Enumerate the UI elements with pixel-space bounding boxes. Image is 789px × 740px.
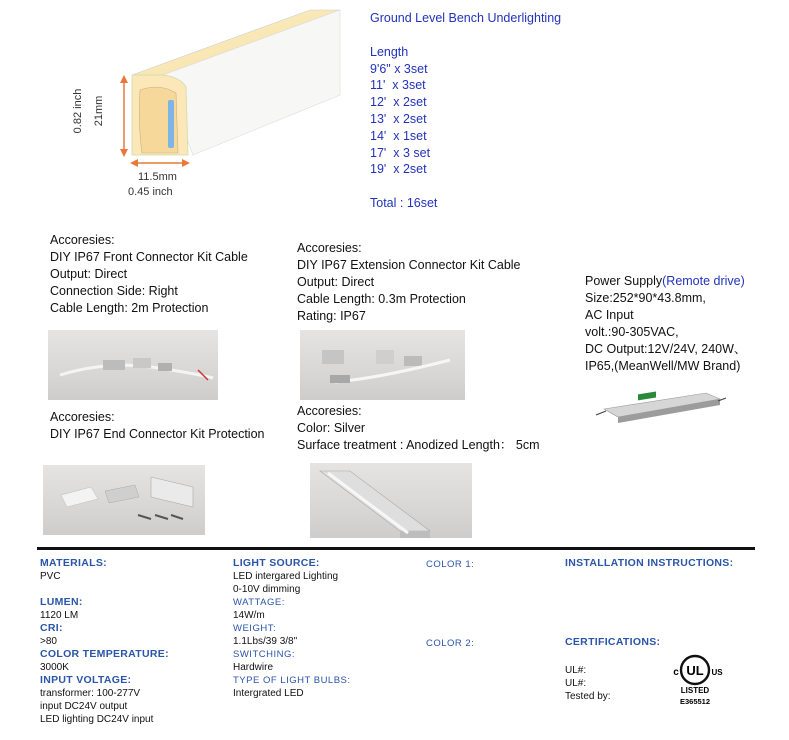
acc-line: DIY IP67 Front Connector Kit Cable	[50, 250, 248, 264]
channel-photo	[310, 463, 472, 538]
power-label: Power Supply	[585, 274, 663, 288]
installation-heading: INSTALLATION INSTRUCTIONS:	[565, 557, 734, 569]
materials-value: PVC	[40, 571, 61, 582]
input-voltage-value: input DC24V output	[40, 701, 128, 712]
front-connector-photo	[48, 330, 218, 400]
accessory-front-connector	[50, 232, 248, 317]
profile-drawing	[70, 5, 350, 205]
weight-value: 1.1Lbs/39 3/8"	[233, 636, 298, 647]
power-label-note: (Remote drive)	[662, 274, 745, 288]
length-item: 12' x 2set	[370, 95, 427, 110]
acc-heading: Accoresies:	[50, 410, 115, 424]
input-voltage-value: LED lighting DC24V input	[40, 714, 154, 725]
ul-logo-ul: UL	[686, 663, 704, 678]
acc-line: Output: Direct	[297, 275, 375, 289]
width-inch-label: 0.45 inch	[128, 186, 173, 198]
light-source-value: LED intergared Lighting	[233, 571, 339, 582]
power-line: DC Output:12V/24V, 240W、	[585, 342, 747, 356]
led-strip	[168, 100, 174, 148]
project-title: Ground Level Bench Underlighting	[370, 11, 562, 25]
length-label: Length	[370, 44, 409, 59]
acc-heading: Accoresies:	[50, 233, 115, 247]
length-item: 11' x 3set	[370, 78, 426, 93]
color-temp-value: 3000K	[40, 662, 69, 673]
ul-logo-us: US	[711, 668, 723, 677]
accessory-extension-connector	[297, 240, 521, 325]
acc-line: Rating: IP67	[297, 309, 366, 323]
bulb-type-heading: TYPE OF LIGHT BULBS:	[233, 675, 351, 686]
spec-column-2	[233, 557, 351, 700]
spec-column-3	[426, 558, 474, 571]
power-line: Size:252*90*43.8mm,	[585, 291, 706, 305]
ul-number-2: UL#:	[565, 678, 587, 689]
length-item: 14' x 1set	[370, 128, 427, 143]
height-inch-label: 0.82 inch	[72, 88, 84, 134]
switching-value: Hardwire	[233, 662, 274, 673]
ul-logo-c: c	[673, 667, 679, 678]
acc-line: DIY IP67 Extension Connector Kit Cable	[297, 258, 521, 272]
color-2-heading: COLOR 2:	[426, 638, 475, 649]
project-info	[370, 10, 561, 212]
power-supply-photo	[596, 387, 726, 425]
ul-listed-logo	[665, 652, 725, 708]
light-source-value: 0-10V dimming	[233, 584, 301, 595]
tested-by: Tested by:	[565, 691, 611, 702]
lumen-value: 1120 LM	[40, 610, 79, 621]
accessory-end-connector	[50, 409, 264, 443]
end-connector-photo	[43, 465, 205, 535]
acc-line: Color: Silver	[297, 421, 366, 435]
profile-svg	[70, 5, 350, 205]
acc-line: DIY IP67 End Connector Kit Protection	[50, 427, 265, 441]
color-temp-heading: COLOR TEMPERATURE:	[40, 648, 169, 660]
spec-column-3b	[426, 637, 474, 650]
acc-line: Connection Side: Right	[50, 284, 178, 298]
accessory-channel	[297, 403, 540, 454]
materials-heading: MATERIALS:	[40, 557, 107, 569]
acc-line: Surface treatment : Anodized Length： 5cm	[297, 438, 540, 452]
width-mm-label: 11.5mm	[138, 171, 177, 183]
color-1-heading: COLOR 1:	[426, 559, 475, 570]
certifications-heading: CERTIFICATIONS:	[565, 636, 661, 648]
length-item: 17' x 3 set	[370, 145, 431, 160]
acc-line: Cable Length: 0.3m Protection	[297, 292, 466, 306]
wattage-value: 14W/m	[233, 610, 265, 621]
acc-line: Output: Direct	[50, 267, 128, 281]
acc-heading: Accoresies:	[297, 241, 362, 255]
input-voltage-value: transformer: 100-277V	[40, 688, 141, 699]
acc-line: Cable Length: 2m Protection	[50, 301, 209, 315]
spec-column-4	[565, 557, 733, 570]
weight-heading: WEIGHT:	[233, 623, 277, 634]
power-line: IP65,(MeanWell/MW Brand)	[585, 359, 741, 373]
ul-logo-listed: LISTED	[680, 686, 710, 695]
cri-heading: CRI:	[40, 622, 63, 634]
length-item: 19' x 2set	[370, 162, 427, 177]
extension-connector-photo	[300, 330, 465, 400]
power-line: volt.:90-305VAC,	[585, 325, 679, 339]
length-item: 9'6" x 3set	[370, 61, 428, 76]
wattage-heading: WATTAGE:	[233, 597, 285, 608]
certifications-block	[565, 636, 660, 703]
light-source-heading: LIGHT SOURCE:	[233, 557, 320, 569]
acc-heading: Accoresies:	[297, 404, 362, 418]
ul-logo-number: E365512	[679, 697, 711, 706]
bulb-type-value: Intergrated LED	[233, 688, 304, 699]
power-line: AC Input	[585, 308, 634, 322]
length-item: 13' x 2set	[370, 111, 427, 126]
lumen-heading: LUMEN:	[40, 596, 83, 608]
switching-heading: SWITCHING:	[233, 649, 295, 660]
cri-value: >80	[40, 636, 57, 647]
power-supply-info	[585, 273, 746, 375]
spec-column-1	[40, 557, 169, 726]
height-mm-label: 21mm	[93, 95, 105, 127]
input-voltage-heading: INPUT VOLTAGE:	[40, 674, 132, 686]
spec-divider	[37, 547, 755, 550]
total-sets: Total : 16set	[370, 196, 438, 211]
ul-number-1: UL#:	[565, 665, 587, 676]
